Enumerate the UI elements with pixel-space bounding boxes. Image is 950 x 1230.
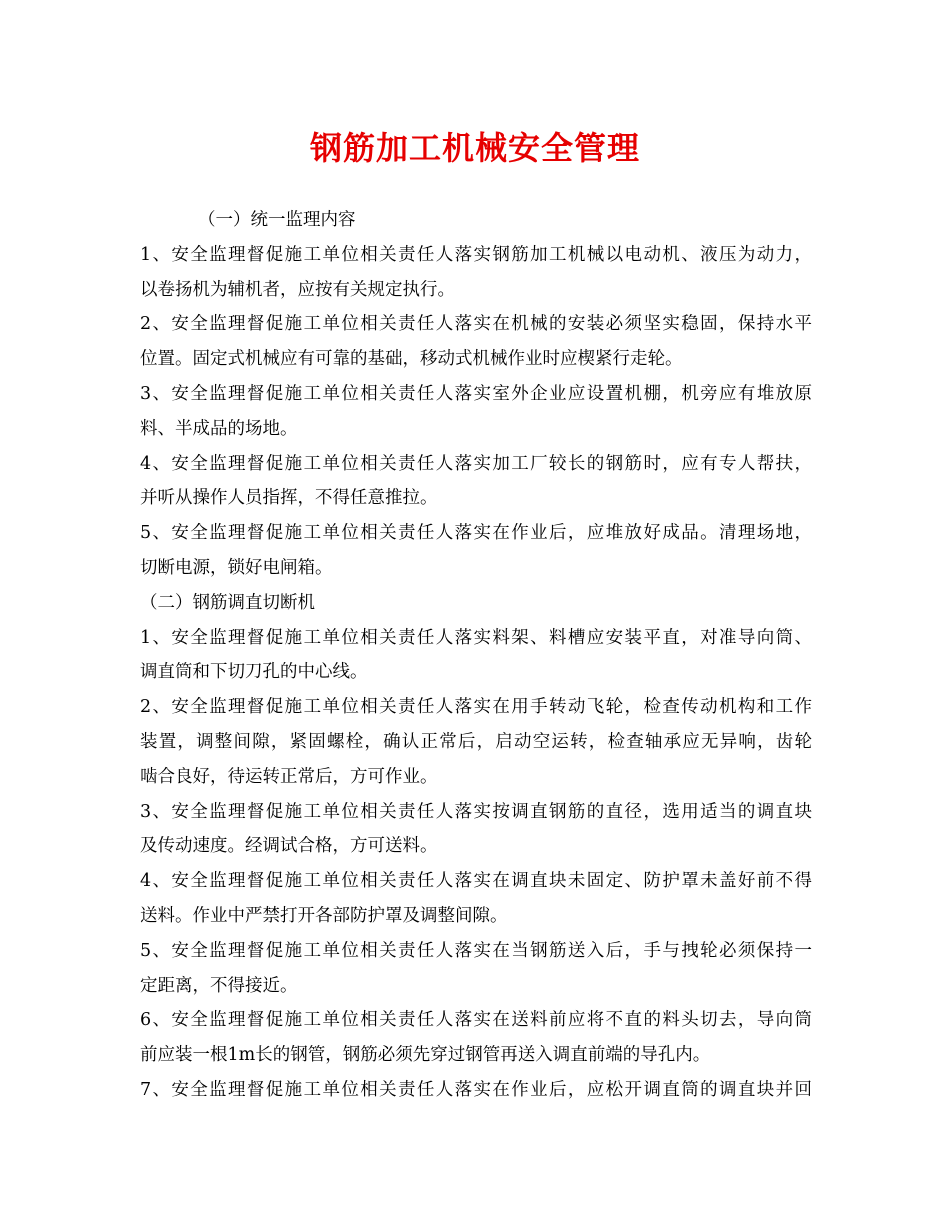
text-line: 装置，调整间隙，紧固螺栓，确认正常后，启动空运转，检查轴承应无异响，齿轮 [140, 731, 812, 752]
text-line: 5、安全监理督促施工单位相关责任人落实在当钢筋送入后，手与拽轮必须保持一 [140, 940, 812, 961]
document-body [140, 203, 812, 1108]
text-line: 前应装一根1m长的钢管，钢筋必须先穿过钢管再送入调直前端的导孔内。 [140, 1045, 711, 1066]
text-line: 2、安全监理督促施工单位相关责任人落实在用手转动飞轮，检查传动机构和工作 [140, 697, 812, 718]
text-line: 6、安全监理督促施工单位相关责任人落实在送料前应将不直的料头切去，导向筒 [140, 1010, 812, 1031]
text-line: 5、安全监理督促施工单位相关责任人落实在作业后，应堆放好成品。清理场地， [140, 523, 812, 544]
text-line: 调直筒和下切刀孔的中心线。 [140, 662, 368, 683]
text-line: 4、安全监理督促施工单位相关责任人落实在调直块未固定、防护罩未盖好前不得 [140, 871, 812, 892]
page-title: 钢筋加工机械安全管理 [309, 129, 640, 167]
text-line: 送料。作业中严禁打开各部防护罩及调整间隙。 [140, 905, 508, 926]
text-line: 料、半成品的场地。 [140, 418, 298, 439]
text-line: 定距离，不得接近。 [140, 975, 298, 996]
text-line: 3、安全监理督促施工单位相关责任人落实按调直钢筋的直径，选用适当的调直块 [140, 801, 812, 822]
text-line: 啮合良好，待运转正常后，方可作业。 [140, 766, 438, 787]
text-line: 以卷扬机为辅机者，应按有关规定执行。 [140, 279, 455, 300]
text-line: 7、安全监理督促施工单位相关责任人落实在作业后，应松开调直筒的调直块并回 [140, 1079, 812, 1100]
text-line: 1、安全监理督促施工单位相关责任人落实料架、料槽应安装平直，对准导向筒、 [140, 627, 812, 648]
text-line: 2、安全监理督促施工单位相关责任人落实在机械的安装必须坚实稳固，保持水平 [140, 314, 812, 335]
text-line: （二）钢筋调直切断机 [140, 592, 315, 613]
text-line: 1、安全监理督促施工单位相关责任人落实钢筋加工机械以电动机、液压为动力， [140, 244, 812, 265]
text-line: 及传动速度。经调试合格，方可送料。 [140, 836, 438, 857]
text-line: （一）统一监理内容 [198, 210, 356, 230]
text-line: 位置。固定式机械应有可靠的基础，移动式机械作业时应楔紧行走轮。 [140, 349, 683, 370]
text-line: 4、安全监理督促施工单位相关责任人落实加工厂较长的钢筋时，应有专人帮扶， [140, 453, 812, 474]
text-line: 并听从操作人员指挥，不得任意推拉。 [140, 488, 438, 509]
text-line: 切断电源，锁好电闸箱。 [140, 557, 333, 578]
text-line: 3、安全监理督促施工单位相关责任人落实室外企业应设置机棚，机旁应有堆放原 [140, 383, 812, 404]
